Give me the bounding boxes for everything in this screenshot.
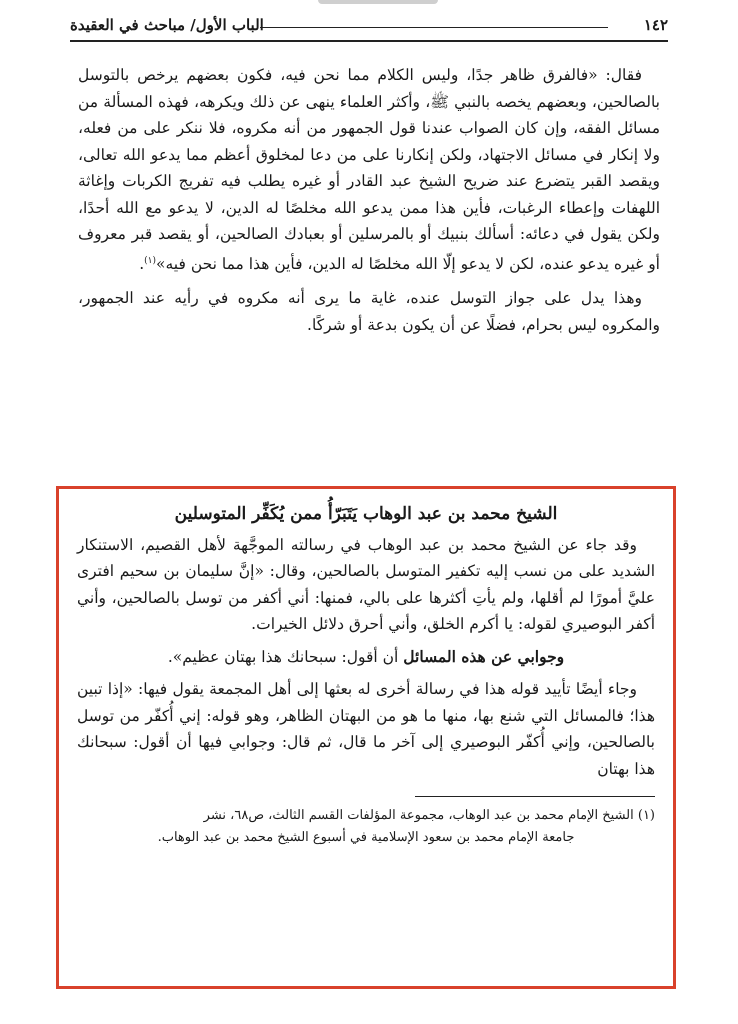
section-heading: الشيخ محمد بن عبد الوهاب يَتَبَرّأُ ممن يُكَفِّر المتوسلين xyxy=(174,504,558,524)
running-title: الباب الأول/ مباحث في العقيدة xyxy=(70,16,264,34)
paragraph xyxy=(78,62,660,277)
footnote-line-2: جامعة الإمام محمد بن سعود الإسلامية في أسبوع الشيخ محمد بن عبد الوهاب. xyxy=(157,830,575,845)
paragraph-end: . xyxy=(139,254,145,273)
answer-rest: أن أقول: سبحانك هذا بهتان عظيم». xyxy=(167,647,399,666)
footnote-rule xyxy=(415,796,655,797)
page-number: ١٤٢ xyxy=(643,16,668,34)
highlight-box xyxy=(56,486,676,989)
header-divider xyxy=(260,27,608,28)
main-text xyxy=(78,62,660,346)
top-tab-handle xyxy=(318,0,438,4)
footnote-reference[interactable]: (١) xyxy=(144,255,157,266)
paragraph-text: فقال: «فالفرق ظاهر جدًا، وليس الكلام مما نحن فيه، فكون بعضهم يرخص بالتوسل بالصالحين، وبعضهم يخصه بالنبي ﷺ، وأكثر العلماء ينهى عن ذلك ويكرهه، فهذه المسألة من مسائل الفقه، وإن كان الصواب عندنا قول الجمهور من أنه مكروه، فلا ننكر على من فعله، ولا إنكار في مسائل الاجتهاد، ولكن إنكارنا على من دعا لمخلوق أعظم مما يدعو الله تعالى، ويقصد القبر يتضرع عند ضريح الشيخ عبد القادر أو غيره يطلب فيه تفريج الكربات وإغاثة اللهفات وإعطاء الرغبات، فأين هذا ممن يدعو الله مخلصًا له الدين، لا يدعو مع الله أحدًا، ولكن يقول في دعائه: أسألك بنبيك أو بالمرسلين أو بعبادك الصالحين، أو يقصد قبر معروف أو غيره يدعو عنده، لكن لا يدعو إلّا الله مخلصًا له الدين، فأين هذا مما نحن فيه» xyxy=(78,66,660,273)
paragraph: وهذا يدل على جواز التوسل عنده، غاية ما يرى أنه مكروه في رأيه عند الجمهور، والمكروه ليس بحرام، فضلًا عن أن يكون بدعة أو شركًا. xyxy=(78,289,660,334)
footnote-line-1: (١) الشيخ الإمام محمد بن عبد الوهاب، مجموعة المؤلفات القسم الثالث، ص٦٨، نشر xyxy=(203,808,655,823)
paragraph: وجاء أيضًا تأييد قوله هذا في رسالة أخرى له بعثها إلى أهل المجمعة يقول فيها: «إذا تبين هذا؛ فالمسائل التي شنع بها، منها ما هو من البهتان الظاهر، وهو قوله: إني أُكفّر من توسل بالصالحين، وإني أُكفّر البوصيري إلى آخر ما قال، ثم قال: وجوابي فيها أن أقول: سبحانك هذا بهتان xyxy=(77,680,655,778)
answer-bold: وجوابي عن هذه المسائل xyxy=(403,646,565,666)
header-rule xyxy=(70,40,668,42)
page-header xyxy=(70,14,668,38)
answer-line xyxy=(77,644,655,671)
footnote xyxy=(77,805,655,849)
paragraph: وقد جاء عن الشيخ محمد بن عبد الوهاب في رسالته الموجَّهة لأهل القصيم، الاستنكار الشديد على من نسب إليه تكفير المتوسل بالصالحين، وقال: «إنَّ سليمان بن سحيم افترى عليَّ أمورًا لم أقلها، ولم يأتِ أكثرها على بالي، فمنها: أني أكفر من توسل بالصالحين، وأني أكفر البوصيري لقوله: يا أكرم الخلق، وأني أحرق دلائل الخيرات. xyxy=(77,535,655,633)
